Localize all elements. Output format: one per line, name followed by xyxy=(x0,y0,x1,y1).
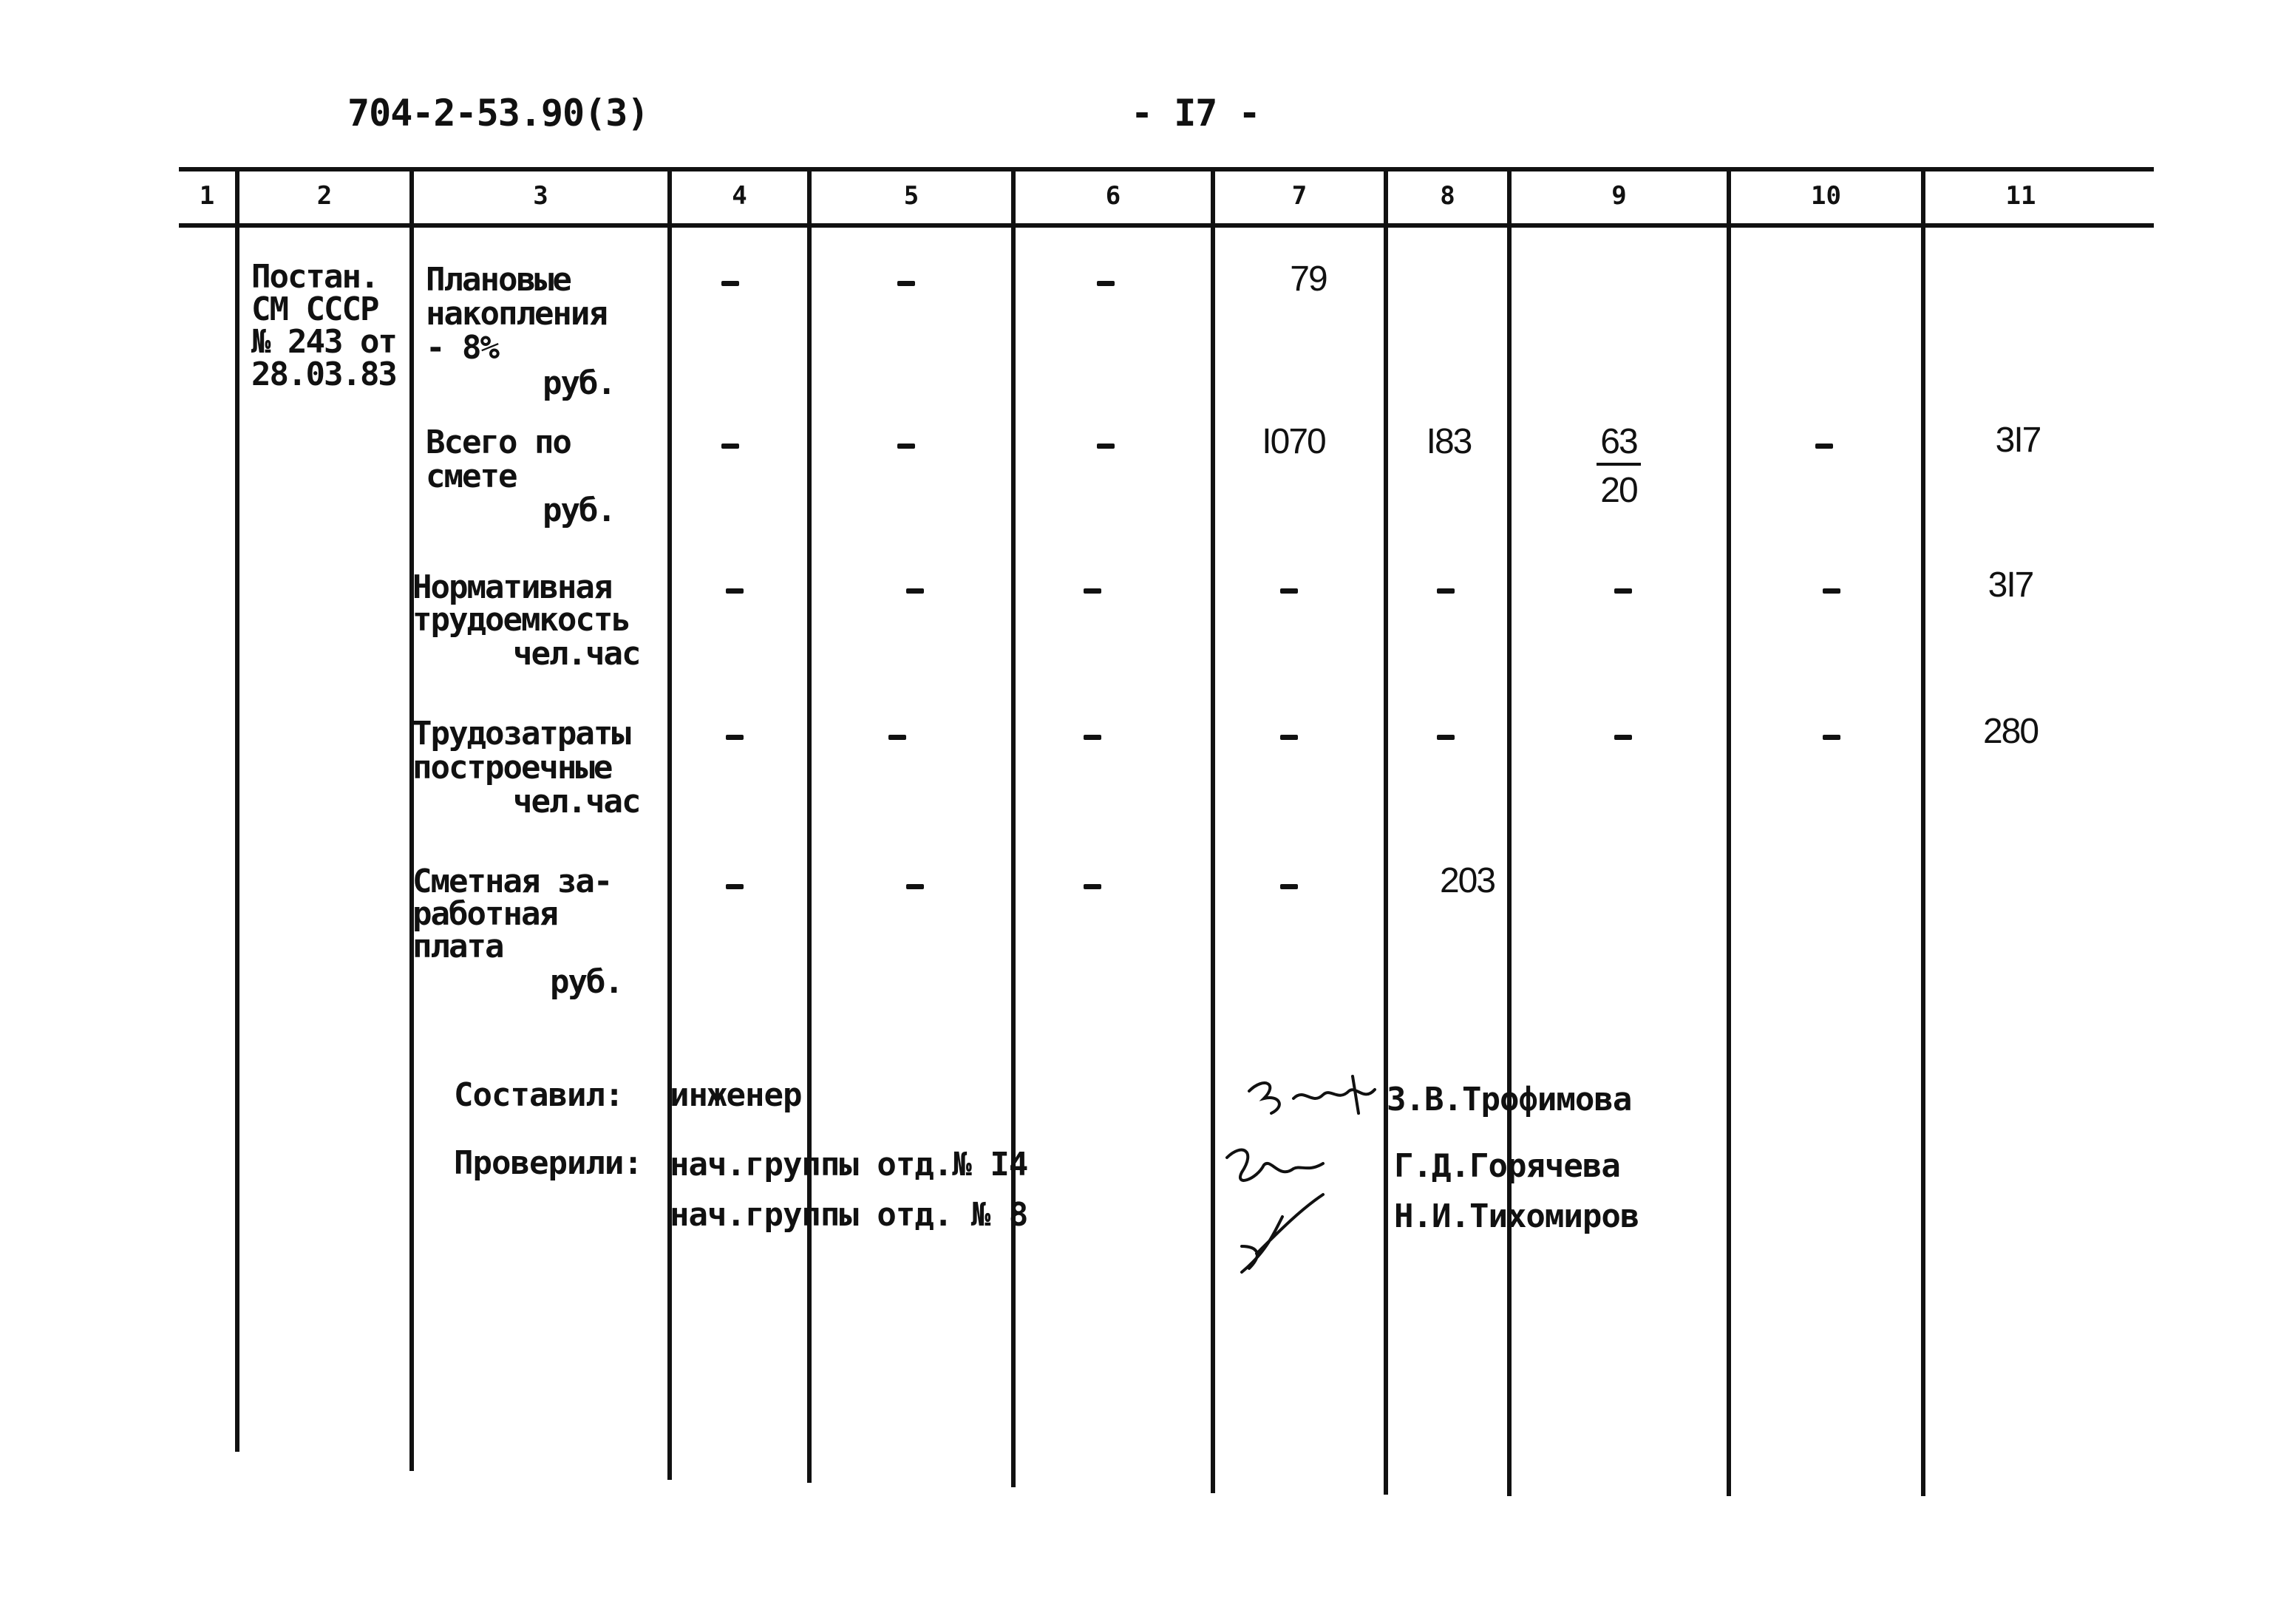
row-unit: руб. xyxy=(543,492,615,529)
column-divider xyxy=(409,167,414,1471)
checked-by-label: Проверили: xyxy=(454,1144,642,1182)
table-header-rule xyxy=(179,223,2154,228)
page-number: - I7 - xyxy=(1131,92,1260,135)
column-number: 5 xyxy=(903,181,919,211)
row-unit: чел.час xyxy=(513,783,640,821)
row-value-col9-denominator: 20 xyxy=(1600,471,1637,510)
checked-by-position-2: нач.группы отд. № 8 xyxy=(670,1196,1028,1234)
empty-cell-dash xyxy=(906,588,924,594)
empty-cell-dash xyxy=(1823,735,1840,740)
column-number: 10 xyxy=(1811,181,1841,211)
handwritten-signature xyxy=(1212,1135,1345,1283)
empty-cell-dash xyxy=(888,735,906,740)
empty-cell-dash xyxy=(1084,735,1101,740)
empty-cell-dash xyxy=(1097,281,1115,286)
empty-cell-dash xyxy=(1815,444,1833,449)
empty-cell-dash xyxy=(906,884,924,889)
checked-by-name-1: Г.Д.Горячева xyxy=(1394,1147,1620,1185)
compiled-by-position: инженер xyxy=(670,1076,802,1114)
empty-cell-dash xyxy=(721,444,739,449)
compiled-by-label: Составил: xyxy=(454,1076,624,1114)
empty-cell-dash xyxy=(1280,588,1298,594)
row-label-line: Нормативная xyxy=(412,568,612,606)
column-number: 11 xyxy=(2005,181,2036,211)
empty-cell-dash xyxy=(721,281,739,286)
empty-cell-dash xyxy=(1097,444,1115,449)
row-value-col9-numerator: 63 xyxy=(1600,422,1637,461)
empty-cell-dash xyxy=(897,281,915,286)
row-label-line: Сметная за- xyxy=(412,863,612,900)
row-label-line: трудоемкость xyxy=(412,601,630,639)
empty-cell-dash xyxy=(726,735,744,740)
column-number: 6 xyxy=(1105,181,1121,211)
checked-by-name-2: Н.И.Тихомиров xyxy=(1394,1197,1639,1235)
column-number: 2 xyxy=(316,181,333,211)
basis-line: 28.03.83 xyxy=(251,356,396,393)
empty-cell-dash xyxy=(1614,735,1632,740)
row-label-line: построечные xyxy=(412,749,612,786)
basis-line: № 243 от xyxy=(251,323,396,361)
row-label-line: накопления xyxy=(426,295,607,333)
row-label-line: Плановые xyxy=(426,261,571,299)
empty-cell-dash xyxy=(1823,588,1840,594)
empty-cell-dash xyxy=(1437,735,1455,740)
empty-cell-dash xyxy=(1084,884,1101,889)
empty-cell-dash xyxy=(726,588,744,594)
empty-cell-dash xyxy=(1280,884,1298,889)
empty-cell-dash xyxy=(726,884,744,889)
checked-by-position-1: нач.группы отд.№ I4 xyxy=(670,1146,1028,1183)
row-label-line: - 8% xyxy=(426,329,498,367)
row-value-col11: 3I7 xyxy=(1988,565,2033,605)
row-value-col7: I070 xyxy=(1262,422,1325,461)
basis-line: СМ СССР xyxy=(251,291,378,328)
row-unit: чел.час xyxy=(513,635,640,673)
row-label-line: плата xyxy=(412,928,503,965)
column-divider xyxy=(1507,167,1512,1496)
column-divider xyxy=(1727,167,1731,1496)
empty-cell-dash xyxy=(1084,588,1101,594)
compiled-by-name: З.В.Трофимова xyxy=(1387,1081,1632,1118)
basis-line: Постан. xyxy=(251,258,378,296)
row-label-line: Всего по xyxy=(426,424,571,461)
column-number: 1 xyxy=(199,181,215,211)
column-divider xyxy=(667,167,672,1480)
column-divider xyxy=(235,167,239,1452)
row-unit: руб. xyxy=(550,963,622,1001)
column-number: 8 xyxy=(1440,181,1455,211)
column-number: 4 xyxy=(732,181,747,211)
row-value-col7: 79 xyxy=(1290,259,1327,299)
row-unit: руб. xyxy=(543,364,615,402)
row-label-line: работная xyxy=(412,895,557,933)
empty-cell-dash xyxy=(1437,588,1455,594)
column-divider xyxy=(1921,167,1925,1496)
column-divider xyxy=(1211,167,1215,1493)
fraction-bar xyxy=(1597,463,1641,466)
table-top-rule xyxy=(179,167,2154,171)
document-code: 704-2-53.90(3) xyxy=(347,92,649,135)
column-number: 9 xyxy=(1611,181,1627,211)
row-label-line: смете xyxy=(426,458,517,495)
column-number: 3 xyxy=(533,181,548,211)
empty-cell-dash xyxy=(1280,735,1298,740)
empty-cell-dash xyxy=(1614,588,1632,594)
column-divider xyxy=(1011,167,1016,1487)
handwritten-signature xyxy=(1242,1069,1390,1128)
row-value-col8: I83 xyxy=(1426,422,1472,461)
column-divider xyxy=(807,167,812,1483)
row-value-col11: 3I7 xyxy=(1995,421,2041,460)
row-value-col8: 203 xyxy=(1439,861,1495,900)
empty-cell-dash xyxy=(897,444,915,449)
column-number: 7 xyxy=(1291,181,1308,211)
column-divider xyxy=(1384,167,1388,1495)
row-label-line: Трудозатраты xyxy=(412,715,630,752)
row-value-col11: 280 xyxy=(1982,712,2039,751)
